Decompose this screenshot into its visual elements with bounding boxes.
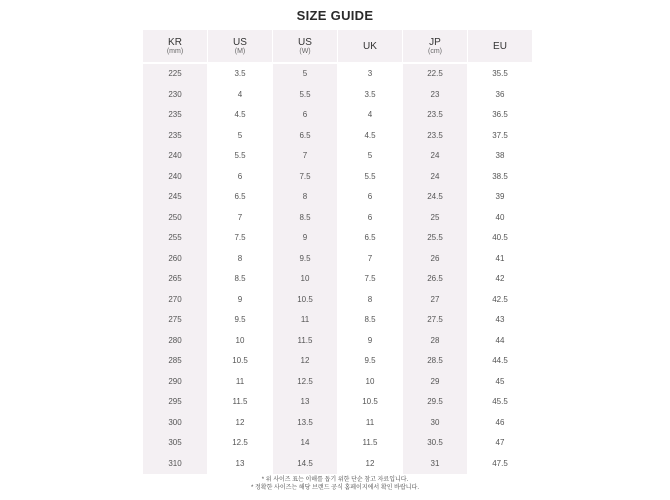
table-cell: 300 xyxy=(143,413,207,434)
table-cell: 9 xyxy=(273,228,337,249)
table-cell: 240 xyxy=(143,146,207,167)
table-cell: 7.5 xyxy=(208,228,272,249)
table-cell: 37.5 xyxy=(468,126,532,147)
column-header-unit: (W) xyxy=(299,47,311,55)
table-cell: 46 xyxy=(468,413,532,434)
table-cell: 39 xyxy=(468,187,532,208)
table-cell: 27 xyxy=(403,290,467,311)
table-cell: 28.5 xyxy=(403,351,467,372)
page-title: SIZE GUIDE xyxy=(296,8,374,23)
table-cell: 235 xyxy=(143,126,207,147)
table-cell: 4.5 xyxy=(208,105,272,126)
column-header-unit: (M) xyxy=(234,47,246,55)
table-cell: 23.5 xyxy=(403,126,467,147)
table-cell: 10 xyxy=(273,269,337,290)
table-cell: 275 xyxy=(143,310,207,331)
column-header-jp xyxy=(403,30,467,62)
table-cell: 38 xyxy=(468,146,532,167)
table-cell: 31 xyxy=(403,454,467,475)
table-cell: 10.5 xyxy=(273,290,337,311)
table-cell: 5.5 xyxy=(273,85,337,106)
table-cell: 4 xyxy=(208,85,272,106)
column-header-kr xyxy=(143,30,207,62)
column-header-label: KR xyxy=(168,36,182,48)
table-cell: 12.5 xyxy=(208,433,272,454)
table-cell: 6.5 xyxy=(273,126,337,147)
table-cell: 45 xyxy=(468,372,532,393)
table-cell: 8.5 xyxy=(338,310,402,331)
table-cell: 22.5 xyxy=(403,64,467,85)
table-cell: 40 xyxy=(468,208,532,229)
table-cell: 42 xyxy=(468,269,532,290)
table-cell: 26.5 xyxy=(403,269,467,290)
table-cell: 310 xyxy=(143,454,207,475)
table-cell: 35.5 xyxy=(468,64,532,85)
column-header-label: US xyxy=(233,36,247,48)
table-cell: 28 xyxy=(403,331,467,352)
table-cell: 260 xyxy=(143,249,207,270)
column-header-label: EU xyxy=(493,40,507,52)
column-header-label: US xyxy=(298,36,312,48)
table-cell: 24 xyxy=(403,146,467,167)
footnote-reference: * 위 사이즈 표는 이해를 돕기 위한 단순 참고 자료입니다. xyxy=(261,477,409,483)
table-cell: 3 xyxy=(338,64,402,85)
table-cell: 40.5 xyxy=(468,228,532,249)
table-cell: 13.5 xyxy=(273,413,337,434)
column-header-uk xyxy=(338,30,402,62)
footnotes xyxy=(0,476,670,492)
table-cell: 285 xyxy=(143,351,207,372)
table-cell: 24.5 xyxy=(403,187,467,208)
table-cell: 13 xyxy=(208,454,272,475)
table-cell: 7 xyxy=(338,249,402,270)
table-cell: 6 xyxy=(208,167,272,188)
table-cell: 8.5 xyxy=(208,269,272,290)
table-cell: 29.5 xyxy=(403,392,467,413)
table-cell: 7.5 xyxy=(338,269,402,290)
table-cell: 305 xyxy=(143,433,207,454)
table-cell: 44 xyxy=(468,331,532,352)
table-cell: 12 xyxy=(208,413,272,434)
table-cell: 290 xyxy=(143,372,207,393)
table-cell: 11.5 xyxy=(208,392,272,413)
table-cell: 10 xyxy=(208,331,272,352)
table-cell: 5.5 xyxy=(338,167,402,188)
table-cell: 9.5 xyxy=(338,351,402,372)
table-cell: 42.5 xyxy=(468,290,532,311)
table-cell: 38.5 xyxy=(468,167,532,188)
table-cell: 5.5 xyxy=(208,146,272,167)
table-cell: 270 xyxy=(143,290,207,311)
column-header-us-m xyxy=(208,30,272,62)
table-cell: 43 xyxy=(468,310,532,331)
size-table xyxy=(143,30,532,474)
table-cell: 295 xyxy=(143,392,207,413)
table-cell: 12.5 xyxy=(273,372,337,393)
table-cell: 225 xyxy=(143,64,207,85)
table-cell: 11 xyxy=(273,310,337,331)
table-cell: 30 xyxy=(403,413,467,434)
table-cell: 240 xyxy=(143,167,207,188)
table-cell: 11 xyxy=(338,413,402,434)
table-cell: 13 xyxy=(273,392,337,413)
table-cell: 23.5 xyxy=(403,105,467,126)
table-cell: 24 xyxy=(403,167,467,188)
table-cell: 6 xyxy=(338,208,402,229)
table-cell: 6.5 xyxy=(208,187,272,208)
table-cell: 5 xyxy=(338,146,402,167)
table-cell: 12 xyxy=(273,351,337,372)
table-cell: 12 xyxy=(338,454,402,475)
column-header-label: JP xyxy=(429,36,441,48)
column-header-label: UK xyxy=(363,40,377,52)
table-cell: 11.5 xyxy=(273,331,337,352)
table-cell: 245 xyxy=(143,187,207,208)
table-cell: 14 xyxy=(273,433,337,454)
table-cell: 6 xyxy=(273,105,337,126)
table-cell: 265 xyxy=(143,269,207,290)
table-cell: 250 xyxy=(143,208,207,229)
table-cell: 6.5 xyxy=(338,228,402,249)
column-header-unit: (mm) xyxy=(166,47,184,55)
table-cell: 36 xyxy=(468,85,532,106)
table-cell: 47.5 xyxy=(468,454,532,475)
table-cell: 5 xyxy=(208,126,272,147)
table-cell: 4.5 xyxy=(338,126,402,147)
table-cell: 11 xyxy=(208,372,272,393)
table-cell: 5 xyxy=(273,64,337,85)
column-header-us-w xyxy=(273,30,337,62)
table-cell: 45.5 xyxy=(468,392,532,413)
table-cell: 41 xyxy=(468,249,532,270)
table-cell: 25.5 xyxy=(403,228,467,249)
table-cell: 4 xyxy=(338,105,402,126)
table-cell: 3.5 xyxy=(208,64,272,85)
table-cell: 9 xyxy=(208,290,272,311)
table-cell: 11.5 xyxy=(338,433,402,454)
column-header-unit: (cm) xyxy=(428,47,442,55)
table-cell: 3.5 xyxy=(338,85,402,106)
table-cell: 230 xyxy=(143,85,207,106)
table-cell: 10.5 xyxy=(338,392,402,413)
table-cell: 8 xyxy=(273,187,337,208)
table-cell: 10 xyxy=(338,372,402,393)
table-cell: 7.5 xyxy=(273,167,337,188)
table-cell: 6 xyxy=(338,187,402,208)
footnote-official-site: * 정확한 사이즈는 해당 브랜드 공식 홈페이지에서 확인 바랍니다. xyxy=(250,485,420,491)
table-cell: 9 xyxy=(338,331,402,352)
table-cell: 8 xyxy=(208,249,272,270)
table-cell: 235 xyxy=(143,105,207,126)
table-cell: 9.5 xyxy=(273,249,337,270)
table-cell: 27.5 xyxy=(403,310,467,331)
table-cell: 7 xyxy=(208,208,272,229)
table-cell: 8 xyxy=(338,290,402,311)
table-cell: 8.5 xyxy=(273,208,337,229)
table-cell: 280 xyxy=(143,331,207,352)
table-cell: 9.5 xyxy=(208,310,272,331)
table-cell: 30.5 xyxy=(403,433,467,454)
table-cell: 29 xyxy=(403,372,467,393)
table-cell: 7 xyxy=(273,146,337,167)
table-cell: 25 xyxy=(403,208,467,229)
table-cell: 23 xyxy=(403,85,467,106)
column-header-eu xyxy=(468,30,532,62)
table-cell: 14.5 xyxy=(273,454,337,475)
table-cell: 36.5 xyxy=(468,105,532,126)
table-cell: 44.5 xyxy=(468,351,532,372)
table-cell: 255 xyxy=(143,228,207,249)
table-cell: 10.5 xyxy=(208,351,272,372)
table-cell: 47 xyxy=(468,433,532,454)
table-cell: 26 xyxy=(403,249,467,270)
